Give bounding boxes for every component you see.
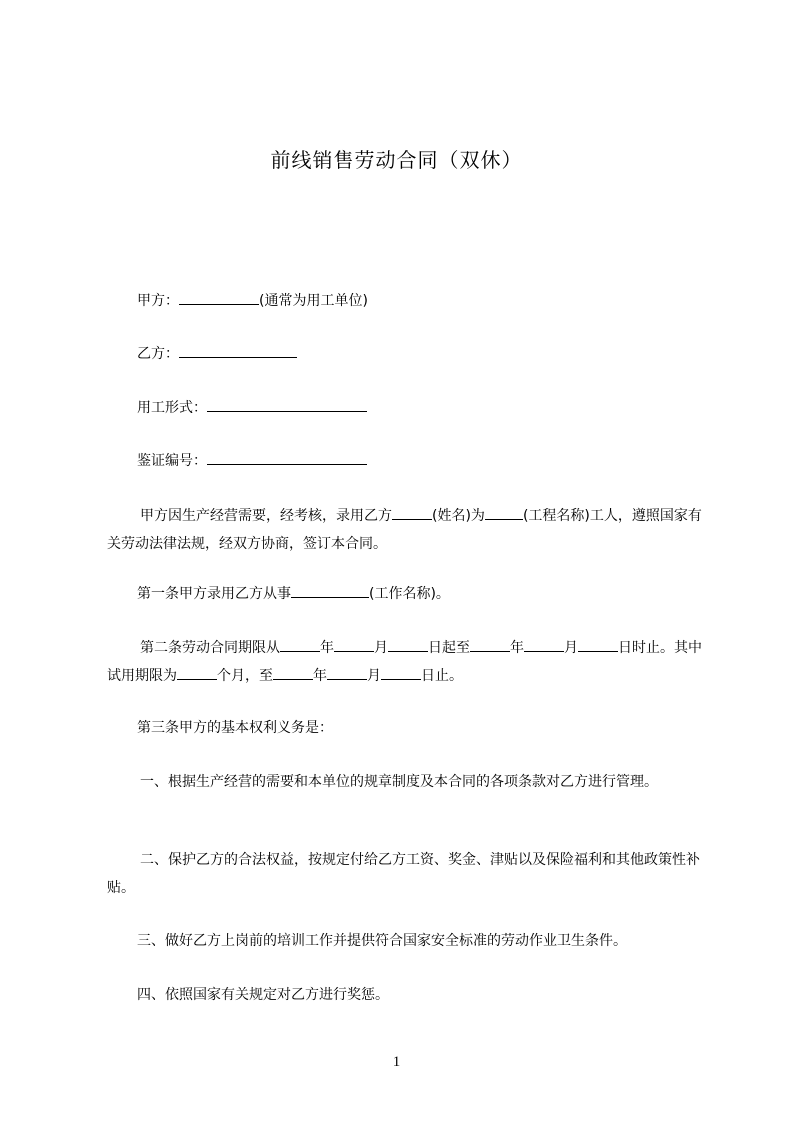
article-3-item-4: 四、依照国家有关规定对乙方进行奖惩。 — [137, 987, 389, 1003]
verification-no-line — [137, 447, 367, 475]
month-unit: 月 — [374, 640, 388, 656]
article-2 — [107, 634, 707, 690]
article-1 — [137, 580, 450, 608]
end-year-blank — [470, 636, 510, 652]
year-unit: 年 — [320, 640, 334, 656]
end-day-blank — [578, 636, 618, 652]
probation-months-blank — [177, 664, 217, 680]
intro-text-3: (工程名称)工人，遵照国家有关劳动法律法规，经双方协商，签订本合同。 — [107, 508, 702, 552]
name-blank — [392, 504, 432, 520]
probation-year-blank — [273, 664, 313, 680]
page-number: 1 — [392, 1054, 401, 1070]
article-2-stop-text: 日止。 — [421, 668, 463, 684]
start-day-blank — [388, 636, 428, 652]
verification-no-blank — [207, 449, 367, 465]
intro-paragraph — [107, 502, 707, 558]
article-2-months-text: 个月，至 — [217, 668, 273, 684]
probation-month-blank — [327, 664, 367, 680]
article-2-text-1: 第二条劳动合同期限从 — [140, 640, 280, 656]
end-month-blank — [524, 636, 564, 652]
article-3-heading: 第三条甲方的基本权利义务是： — [137, 720, 333, 736]
start-month-blank — [334, 636, 374, 652]
year-unit: 年 — [510, 640, 524, 656]
project-blank — [485, 504, 523, 520]
article-3-item-3: 三、做好乙方上岗前的培训工作并提供符合国家安全标准的劳动作业卫生条件。 — [137, 933, 627, 949]
intro-text-1: 甲方因生产经营需要，经考核，录用乙方 — [140, 508, 392, 524]
employment-form-blank — [207, 396, 367, 412]
article-3-item-2: 二、保护乙方的合法权益，按规定付给乙方工资、奖金、津贴以及保险福利和其他政策性补贴。 — [107, 852, 700, 896]
month-unit: 月 — [564, 640, 578, 656]
party-b-blank — [179, 342, 297, 358]
article-2-start-text: 日起至 — [428, 640, 470, 656]
employment-form-line — [137, 394, 367, 422]
start-year-blank — [280, 636, 320, 652]
article-1-text-2: (工作名称)。 — [369, 586, 450, 602]
article-1-text-1: 第一条甲方录用乙方从事 — [137, 586, 291, 602]
month-unit: 月 — [367, 668, 381, 684]
party-a-line — [137, 287, 368, 315]
intro-text-2: (姓名)为 — [432, 508, 485, 524]
probation-day-blank — [381, 664, 421, 680]
job-title-blank — [291, 582, 369, 598]
party-a-label: 甲方： — [137, 293, 179, 309]
verification-no-label: 鉴证编号： — [137, 453, 207, 469]
article-3-item-1: 一、根据生产经营的需要和本单位的规章制度及本合同的各项条款对乙方进行管理。 — [140, 774, 658, 790]
party-b-line — [137, 340, 297, 368]
party-a-note: (通常为用工单位) — [259, 293, 368, 309]
article-2-end-text: 日时止。其中试用期限为 — [107, 640, 702, 684]
year-unit: 年 — [313, 668, 327, 684]
party-b-label: 乙方： — [137, 346, 179, 362]
party-a-blank — [179, 289, 259, 305]
document-title: 前线销售劳动合同（双休） — [270, 148, 523, 172]
employment-form-label: 用工形式： — [137, 400, 207, 416]
